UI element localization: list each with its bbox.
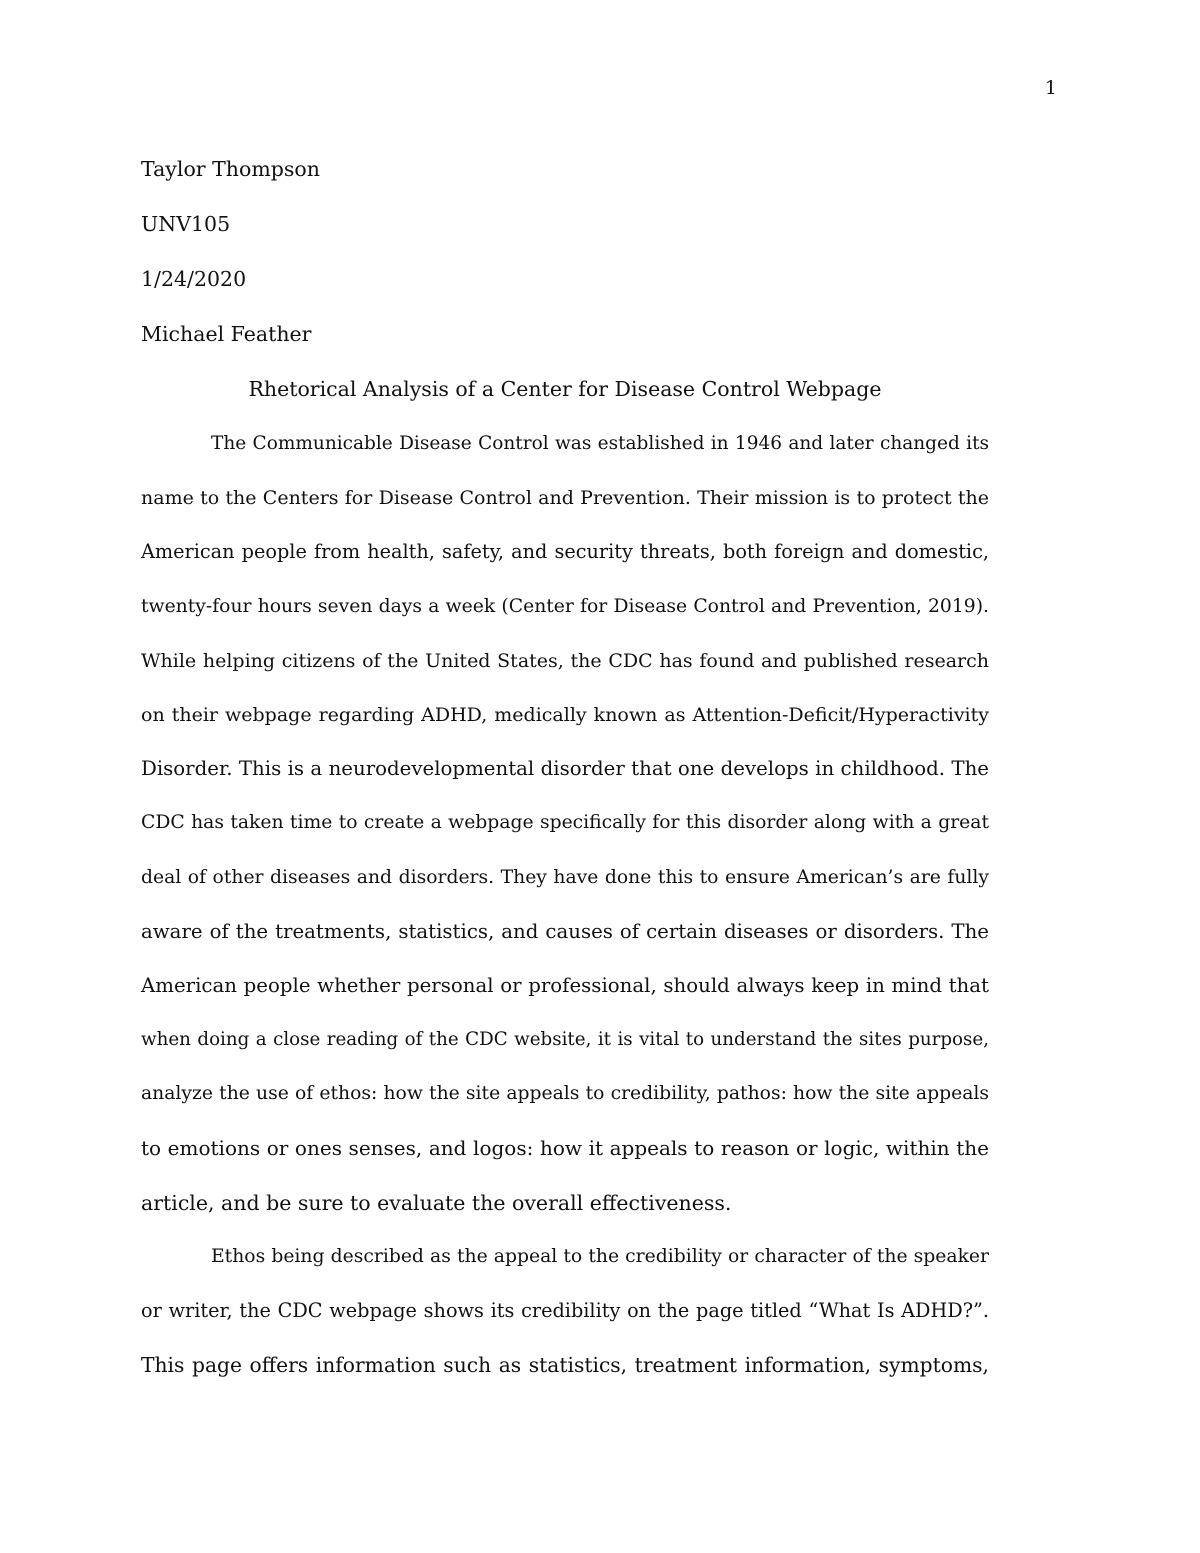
- paragraph-1-line: to emotions or ones senses, and logos: how it appeals to reason or logic, within the: [141, 1136, 989, 1161]
- body-text: [141, 417, 989, 1392]
- paragraph-1-line: twenty-four hours seven days a week (Center for Disease Control and Prevention, 2019).: [141, 595, 989, 617]
- course-code: UNV105: [141, 212, 231, 236]
- paragraph-1-line: article, and be sure to evaluate the overall effectiveness.: [141, 1190, 732, 1215]
- paragraph-1-line: on their webpage regarding ADHD, medically known as Attention-Deficit/Hyperactivity: [141, 703, 989, 726]
- paragraph-1-line: when doing a close reading of the CDC website, it is vital to understand the sites purpose,: [141, 1029, 989, 1051]
- paragraph-2-line: or writer, the CDC webpage shows its credibility on the page titled “What Is ADHD?”.: [141, 1299, 989, 1322]
- paragraph-2-line: This page offers information such as statistics, treatment information, symptoms,: [141, 1353, 989, 1378]
- header-block: [141, 142, 989, 417]
- instructor-name: Michael Feather: [141, 322, 312, 346]
- paragraph-1-line: deal of other diseases and disorders. They have done this to ensure American’s are fully: [141, 866, 989, 888]
- page-number: 1: [1044, 77, 1057, 99]
- paragraph-1-line: aware of the treatments, statistics, and causes of certain diseases or disorders. The: [141, 919, 989, 943]
- date: 1/24/2020: [141, 267, 247, 291]
- paragraph-1-line: name to the Centers for Disease Control and Prevention. Their mission is to protect the: [141, 487, 989, 510]
- paragraph-1-line: While helping citizens of the United States, the CDC has found and published research: [141, 649, 989, 672]
- paragraph-1-line: American people from health, safety, and security threats, both foreign and domestic,: [141, 540, 989, 564]
- paragraph-1-line: American people whether personal or professional, should always keep in mind that: [141, 973, 989, 997]
- paragraph-1-line: Disorder. This is a neurodevelopmental disorder that one develops in childhood. The: [141, 757, 989, 781]
- document-title: Rhetorical Analysis of a Center for Disease Control Webpage: [248, 377, 882, 401]
- paragraph-1-line: analyze the use of ethos: how the site appeals to credibility, pathos: how the site appeals: [141, 1083, 989, 1105]
- paragraph-1-line: CDC has taken time to create a webpage specifically for this disorder along with a great: [141, 812, 989, 834]
- paragraph-1-line: The Communicable Disease Control was established in 1946 and later changed its: [211, 433, 989, 454]
- paragraph-2-line: Ethos being described as the appeal to the credibility or character of the speaker: [211, 1245, 989, 1267]
- author-name: Taylor Thompson: [141, 157, 320, 181]
